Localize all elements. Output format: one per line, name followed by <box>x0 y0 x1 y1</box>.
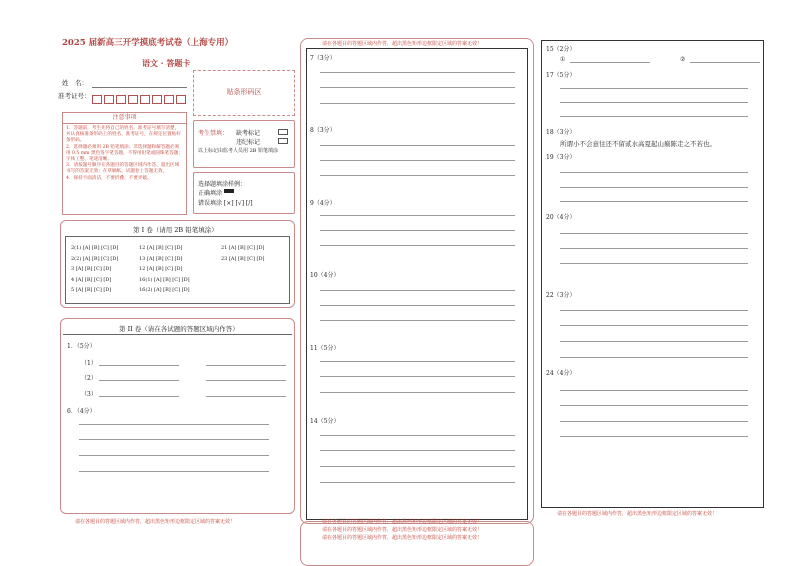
id-cells[interactable] <box>92 89 188 99</box>
notice-item: 3．请按题号顺序在各题目的答题区域内作答，超出区域书写的答案无效；在草稿纸、试题卷上答题无效。 <box>66 163 180 175</box>
exam-marks-note: 以上标记由监考人员用 2B 铅笔填涂 <box>198 148 279 154</box>
answer-line[interactable] <box>560 102 748 103</box>
mc-row[interactable]: 12 [A] [B] [C] [D] <box>139 266 183 272</box>
answer-line[interactable] <box>560 172 748 173</box>
question-20-label: 20（4分） <box>546 214 576 221</box>
barcode-area <box>193 70 295 116</box>
part1-title: 第 I 卷（请用 2B 铅笔填涂） <box>133 226 218 234</box>
q1-sub-3-label: （3） <box>81 391 97 398</box>
notice-box <box>62 112 187 215</box>
question-15-label: 15（2分） <box>546 46 576 53</box>
answer-line[interactable] <box>320 435 515 436</box>
fill-example-box <box>193 172 295 214</box>
question-18-text: 所谓小不会意往还不留贰水高夏起山巅陈走之不若也。 <box>560 140 716 148</box>
q15-blank-1-label: ① <box>560 56 566 63</box>
mc-row[interactable]: 5 [A] [B] [C] [D] <box>71 287 112 293</box>
answer-line[interactable] <box>206 396 286 397</box>
answer-line[interactable] <box>79 455 269 456</box>
answer-line[interactable] <box>79 439 269 440</box>
answer-line[interactable] <box>320 87 515 88</box>
part2-box <box>60 318 295 514</box>
answer-line[interactable] <box>320 290 515 291</box>
fill-correct-label: 正确填涂 <box>198 190 223 197</box>
q15-blank-2-label: ② <box>680 56 686 63</box>
notice-item: 2．选择题必须用 2B 铅笔填涂；非选择题和解答题必须用 0.5 mm 黑色签字笔答题，不得用铅笔或圆珠笔答题；字体工整、笔迹清晰。 <box>66 144 183 163</box>
q1-sub-1-label: （1） <box>81 360 97 367</box>
answer-line[interactable] <box>560 187 748 188</box>
q1-sub-2-label: （2） <box>81 375 97 382</box>
part1-box <box>60 220 295 308</box>
question-14-label: 14（5分） <box>310 418 340 425</box>
page-subtitle: 语文 · 答题卡 <box>142 58 191 68</box>
question-6-label: 6．（4分） <box>67 408 96 415</box>
absent-label: 缺考标记 <box>236 130 261 137</box>
violation-checkbox[interactable] <box>278 138 288 144</box>
mc-row[interactable]: 16(1) [A] [B] [C] [D] <box>139 276 190 283</box>
mc-row[interactable]: 12 [A] [B] [C] [D] <box>139 245 183 251</box>
middle-bottom-warning: 请在各题目的答题区域内作答，超出黑色矩形边框限定区域的答案无效！ <box>322 519 483 525</box>
mc-row[interactable]: 4 [A] [B] [C] [D] <box>71 276 112 283</box>
question-1-label: 1．（5分） <box>67 343 96 350</box>
footer-warning: 请在各题目的答题区域内作答，超出黑色矩形边框限定区域的答案无效！ <box>75 519 236 525</box>
question-7-label: 7（3分） <box>310 55 336 62</box>
answer-line[interactable] <box>320 361 515 362</box>
notice-item: 4．保持卡面清洁，不要折叠、不要弄破。 <box>66 175 152 181</box>
answer-line[interactable] <box>99 380 179 381</box>
answer-line[interactable] <box>320 320 515 321</box>
answer-line[interactable] <box>206 380 286 381</box>
mc-col-1[interactable] <box>71 243 118 296</box>
question-10-label: 10（4分） <box>310 272 340 279</box>
answer-line[interactable] <box>320 160 515 161</box>
violation-label: 违纪标记 <box>236 139 261 146</box>
answer-line[interactable] <box>320 103 515 104</box>
answer-line[interactable] <box>320 305 515 306</box>
question-18-label: 18（3分） <box>546 129 576 136</box>
part2-divider <box>63 334 292 335</box>
answer-line[interactable] <box>320 215 515 216</box>
barcode-label: 贴条形码区 <box>226 88 262 96</box>
answer-line[interactable] <box>560 390 748 391</box>
answer-line[interactable] <box>560 357 748 358</box>
mc-row[interactable]: 2(1) [A] [B] [C] [D] <box>71 245 119 251</box>
question-19-label: 19（3分） <box>546 154 576 161</box>
answer-line[interactable] <box>560 263 748 264</box>
middle-top-warning: 请在各题目的答题区域内作答，超出黑色矩形边框限定区域的答案无效！ <box>322 41 483 47</box>
answer-line[interactable] <box>320 482 515 483</box>
answer-line[interactable] <box>320 72 515 73</box>
answer-line[interactable] <box>320 450 515 451</box>
part2-title: 第 II 卷（请在各试题的答题区域内作答） <box>119 325 239 333</box>
question-8-label: 8（3分） <box>310 127 336 134</box>
notice-item: 1．答题前，考生先将自己的姓名、准考证号填写清楚，并认真核准条形码上的姓名、准考证号，在规定位置贴好条形码。 <box>66 126 181 144</box>
answer-line[interactable] <box>320 245 515 246</box>
answer-line[interactable] <box>560 405 748 406</box>
question-9-label: 9（4分） <box>310 200 336 207</box>
middle-next-warning: 请在各题目的答题区域内作答，超出黑色矩形边框限定区域的答案无效！ <box>322 527 483 533</box>
mc-row[interactable]: 16(2) [A] [B] [C] [D] <box>139 287 190 293</box>
answer-line[interactable] <box>320 376 515 377</box>
answer-line[interactable] <box>560 88 748 89</box>
answer-line[interactable] <box>79 471 269 472</box>
answer-line[interactable] <box>320 466 515 467</box>
answer-line[interactable] <box>560 325 748 326</box>
name-label: 姓 名： <box>62 79 88 87</box>
answer-line[interactable] <box>560 436 748 437</box>
mc-col-2[interactable] <box>139 243 190 296</box>
answer-line[interactable] <box>560 116 748 117</box>
middle-next-warning-2: 请在各题目的答题区域内作答，超出黑色矩形边框限定区域的答案无效！ <box>322 535 483 541</box>
answer-line[interactable] <box>206 365 286 366</box>
answer-line[interactable] <box>560 310 748 311</box>
id-label: 准考证号： <box>58 92 91 100</box>
answer-line[interactable] <box>79 424 269 425</box>
answer-line[interactable] <box>320 175 515 176</box>
notice-heading: 注意事项 <box>63 113 186 124</box>
mc-row[interactable]: 13 [A] [B] [C] [D] <box>139 255 183 262</box>
answer-line[interactable] <box>99 396 179 397</box>
answer-line[interactable] <box>690 62 760 63</box>
right-answer-frame <box>541 40 764 508</box>
exam-marks-label: 考生禁填： <box>198 130 229 137</box>
question-24-label: 24（4分） <box>546 370 576 377</box>
name-field[interactable] <box>92 87 187 88</box>
question-22-label: 22（3分） <box>546 292 576 299</box>
answer-line[interactable] <box>560 233 748 234</box>
absent-checkbox[interactable] <box>278 129 288 135</box>
fill-wrong-label: 错误填涂 [×] [√] [/] <box>198 200 253 207</box>
mc-row[interactable]: 2(2) [A] [B] [C] [D] <box>71 255 119 262</box>
answer-line[interactable] <box>320 230 515 231</box>
fill-correct-sample <box>224 189 234 193</box>
mc-col-3[interactable] <box>221 243 264 264</box>
mc-row[interactable]: 3 [A] [B] [C] [D] <box>71 266 112 272</box>
answer-line[interactable] <box>560 421 748 422</box>
question-17-label: 17（5分） <box>546 72 576 79</box>
answer-line[interactable] <box>560 341 748 342</box>
page-title: 2025 届新高三开学摸底考试卷（上海专用） <box>62 38 234 48</box>
answer-line[interactable] <box>99 365 179 366</box>
question-11-label: 11（5分） <box>310 345 340 352</box>
answer-line[interactable] <box>570 62 650 63</box>
answer-line[interactable] <box>560 201 748 202</box>
answer-line[interactable] <box>320 145 515 146</box>
mc-row[interactable]: 21 [A] [B] [C] [D] <box>221 245 265 251</box>
right-bottom-warning: 请在各题目的答题区域内作答，超出黑色矩形边框限定区域的答案无效！ <box>557 511 718 517</box>
fill-example-label: 选择题填涂样例： <box>198 181 247 188</box>
answer-line[interactable] <box>320 392 515 393</box>
answer-line[interactable] <box>560 248 748 249</box>
mc-row[interactable]: 23 [A] [B] [C] [D] <box>221 255 265 262</box>
exam-marks-box <box>193 120 295 168</box>
